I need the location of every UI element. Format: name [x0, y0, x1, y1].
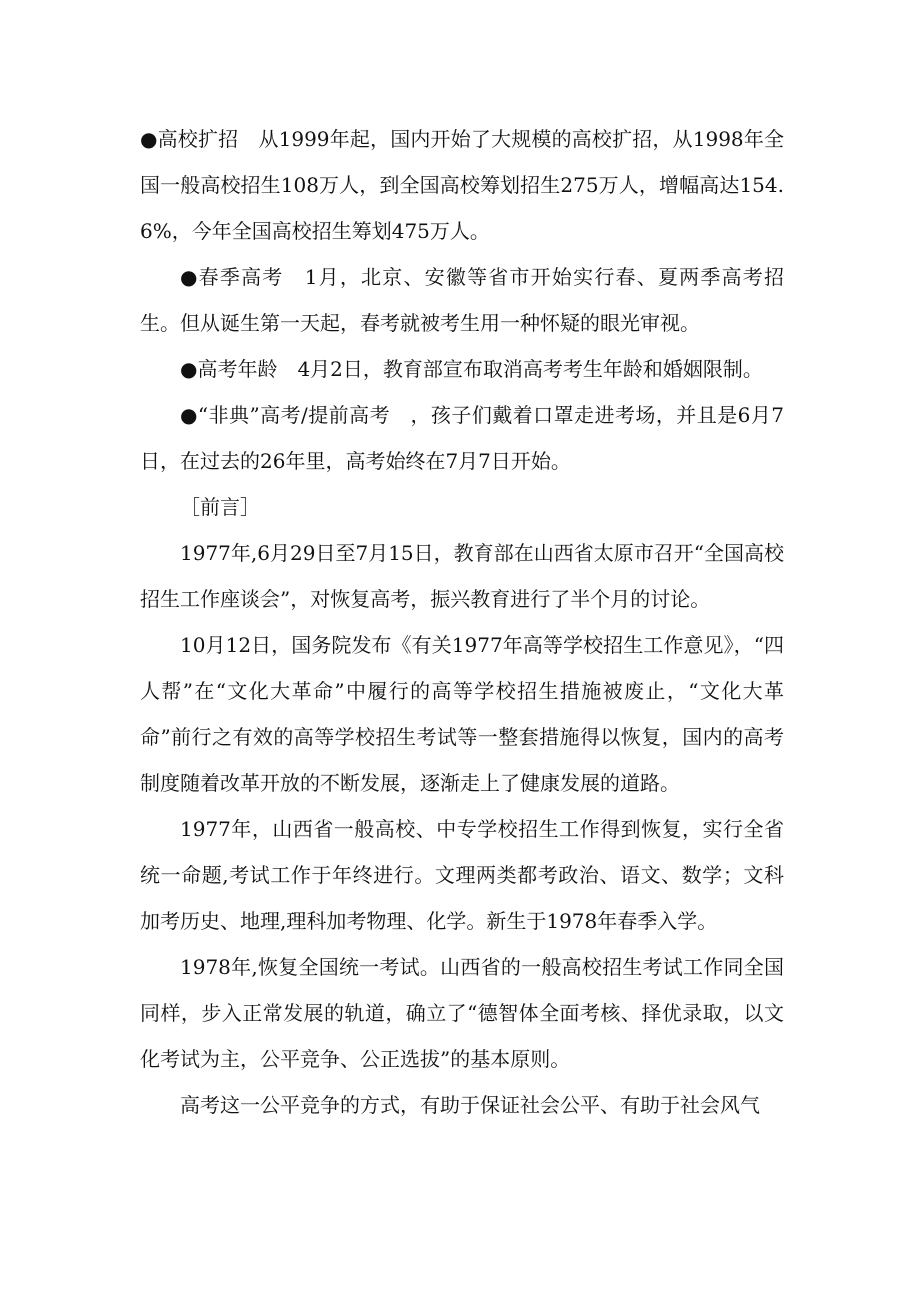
paragraph-state-council: 10月12日，国务院发布《有关1977年高等学校招生工作意见》，“四人帮”在“文化大革命”中履行的高等学校招生措施被废止，“文化大革命”前行之有效的高等学校招生考试等一整套措施得以恢复，国内的高考制度随着改革开放的不断发展，逐渐走上了健康发展的道路。 — [140, 633, 784, 795]
paragraph-fair-competition: 高考这一公平竞争的方式，有助于保证社会公平、有助于社会风气 — [180, 1093, 760, 1117]
paragraph-sars-exam: ●“非典”高考/提前高考 ，孩子们戴着口罩走进考场，并且是6月7日，在过去的26年里，高考始终在7月7日开始。 — [140, 403, 784, 473]
paragraph-college-expansion: ●高校扩招 从1999年起，国内开始了大规模的高校扩招，从1998年全国一般高校招生108万人，到全国高校筹划招生275万人，增幅高达154.6%，今年全国高校招生筹划475万人。 — [140, 127, 784, 243]
section-heading-preface: ［前言］ — [180, 495, 260, 519]
paragraph-shanxi-1977: 1977年，山西省一般高校、中专学校招生工作得到恢复，实行全省统一命题,考试工作于年终进行。文理两类都考政治、语文、数学；文科加考历史、地理,理科加考物理、化学。新生于1978年春季入学。 — [140, 817, 784, 933]
paragraph-spring-exam: ●春季高考 1月，北京、安徽等省市开始实行春、夏两季高考招生。但从诞生第一天起，春考就被考生用一种怀疑的眼光审视。 — [140, 265, 784, 335]
paragraph-1978-national-exam: 1978年,恢复全国统一考试。山西省的一般高校招生考试工作同全国同样，步入正常发展的轨道，确立了“德智体全面考核、择优录取，以文化考试为主，公平竞争、公正选拔”的基本原则。 — [140, 955, 784, 1071]
paragraph-exam-age: ●高考年龄 4月2日，教育部宣布取消高考考生年龄和婚姻限制。 — [180, 357, 763, 381]
paragraph-1977-conference: 1977年,6月29日至7月15日，教育部在山西省太原市召开“全国高校招生工作座谈会”，对恢复高考，振兴教育进行了半个月的讨论。 — [140, 541, 784, 611]
document-body — [140, 116, 784, 1128]
